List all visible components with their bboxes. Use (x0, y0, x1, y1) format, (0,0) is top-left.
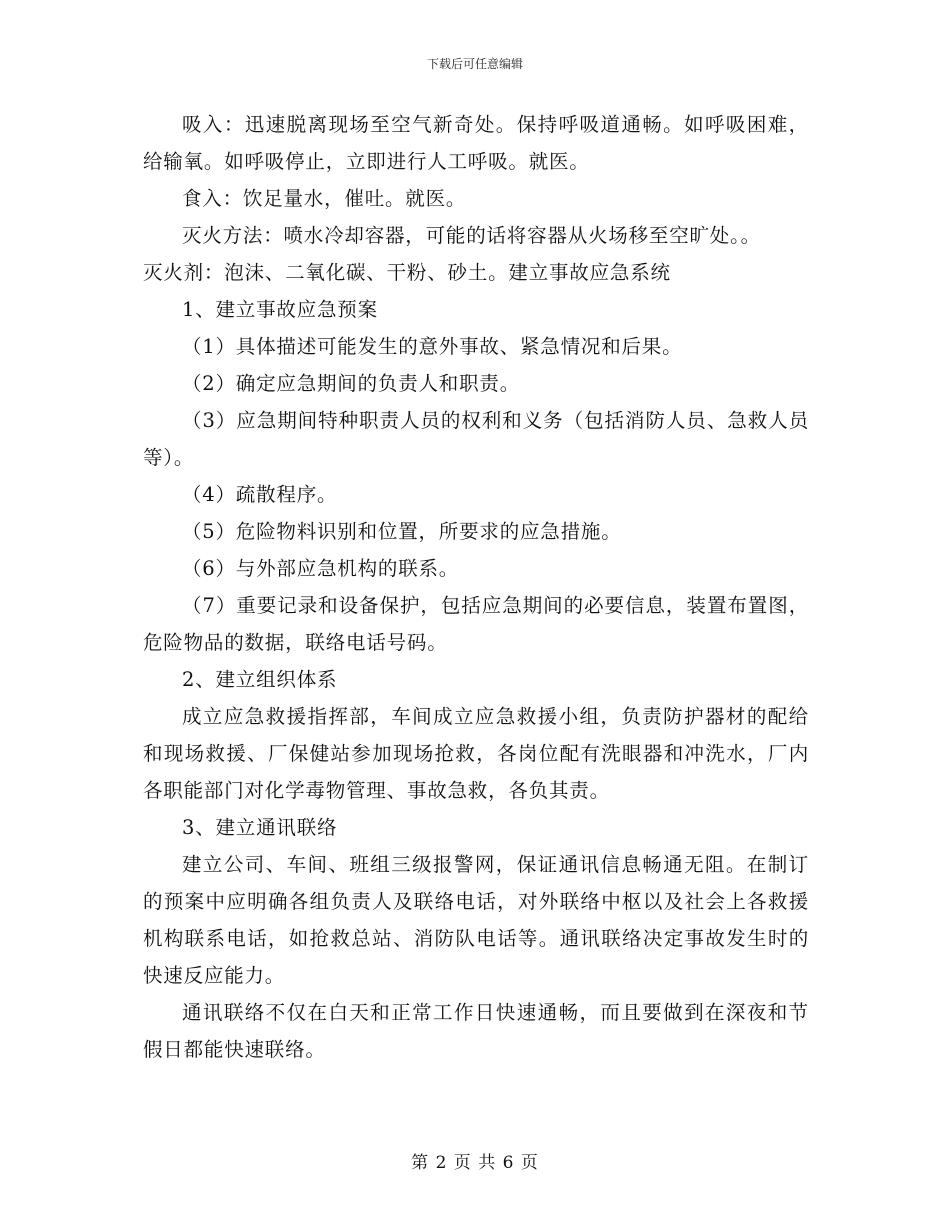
section-heading-organization: 2、建立组织体系 (182, 668, 338, 691)
paragraph-ingestion: 食入：饮足量水，催吐。就医。 (182, 187, 467, 210)
list-item: （3）应急期间特种职责人员的权利和义务（包括消防人员、急救人员等）。 (143, 409, 809, 469)
list-item: （2）确定应急期间的负责人和职责。 (182, 372, 521, 395)
page-number-footer: 第 2 页 共 6 页 (411, 1153, 539, 1173)
paragraph-extinguishing-agent: 灭火剂：泡沫、二氧化碳、干粉、砂土。建立事故应急系统 (143, 261, 671, 284)
page-header: 下载后可任意编辑 (426, 57, 523, 71)
paragraph-fire-method: 灭火方法：喷水冷却容器，可能的话将容器从火场移至空旷处。。 (182, 224, 761, 247)
paragraph-inhalation: 吸入：迅速脱离现场至空气新奇处。保持呼吸道通畅。如呼吸困难，给输氧。如呼吸停止，立即进行人工呼吸。就医。 (143, 113, 809, 173)
list-item: （6）与外部应急机构的联系。 (182, 557, 460, 580)
list-item: （4）疏散程序。 (182, 483, 338, 506)
paragraph-communication: 建立公司、车间、班组三级报警网，保证通讯信息畅通无阻。在制订的预案中应明确各组负责人及联络电话，对外联络中枢以及社会上各救援机构联系电话，如抢救总站、消防队电话等。通讯联络决定事故发生时的快速反应能力。 (143, 853, 809, 987)
list-item: （7）重要记录和设备保护，包括应急期间的必要信息，装置布置图，危险物品的数据，联络电话号码。 (143, 594, 809, 654)
list-item: （5）危险物料识别和位置，所要求的应急措施。 (182, 520, 622, 543)
section-heading-emergency-plan: 1、建立事故应急预案 (182, 298, 378, 321)
paragraph-organization: 成立应急救援指挥部，车间成立应急救援小组，负责防护器材的配给和现场救援、厂保健站参加现场抢救，各岗位配有洗眼器和冲洗水，厂内各职能部门对化学毒物管理、事故急救，各负其责。 (143, 705, 809, 802)
document-body (143, 106, 809, 1068)
list-item: （1）具体描述可能发生的意外事故、紧急情况和后果。 (182, 335, 683, 358)
section-heading-communication: 3、建立通讯联络 (182, 816, 338, 839)
paragraph-communication-availability: 通讯联络不仅在白天和正常工作日快速通畅，而且要做到在深夜和节假日都能快速联络。 (143, 1001, 809, 1061)
